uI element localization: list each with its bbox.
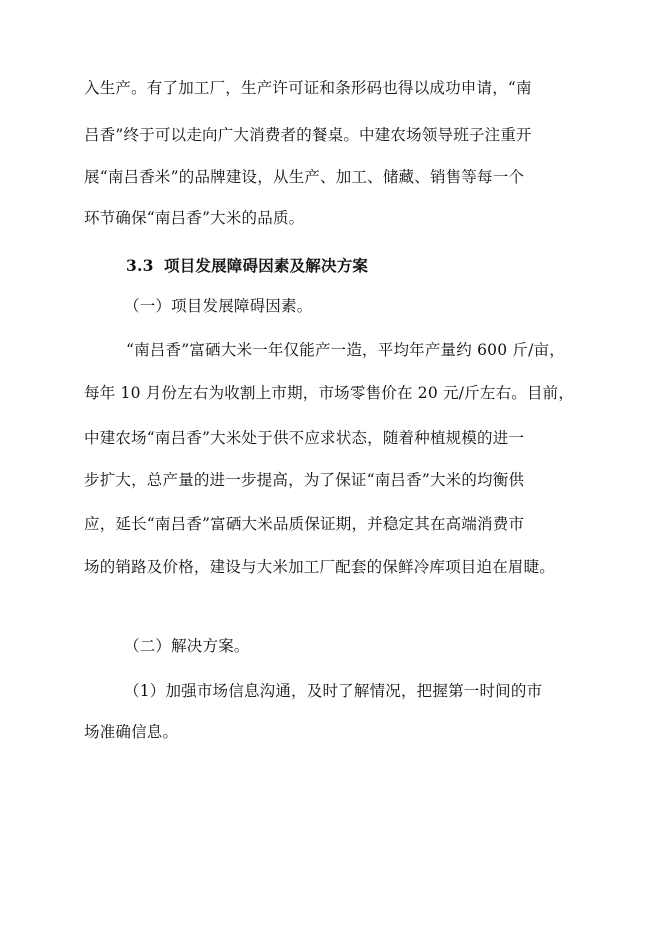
paragraph-2-line-4: 步扩大，总产量的进一步提高，为了保证“南吕香”大米的均衡供 — [84, 471, 525, 489]
paragraph-2-line-5: 应，延长“南吕香”富硒大米品质保证期，并稳定其在高端消费市 — [84, 515, 525, 533]
section-heading — [126, 256, 368, 276]
paragraph-1-line-2: 吕香”终于可以走向广大消费者的餐桌。中建农场领导班子注重开 — [84, 126, 532, 144]
paragraph-2-line-1: “南吕香”富硒大米一年仅能产一造，平均年产量约 600 斤/亩， — [126, 341, 565, 359]
subsection-1-title: （一）项目发展障碍因素。 — [124, 297, 313, 315]
paragraph-2-line-6: 场的销路及价格，建设与大米加工厂配套的保鲜冷库项目迫在眉睫。 — [84, 558, 556, 576]
paragraph-1-line-4: 环节确保“南吕香”大米的品质。 — [84, 209, 305, 227]
paragraph-3-line-2: 场准确信息。 — [84, 723, 179, 741]
section-number: 3.3 — [126, 256, 154, 275]
paragraph-3-line-1: （1）加强市场信息沟通，及时了解情况，把握第一时间的市 — [124, 682, 543, 700]
paragraph-2-line-2: 每年 10 月份左右为收割上市期，市场零售价在 20 元/斤左右。目前， — [84, 384, 575, 402]
paragraph-1-line-1: 入生产。有了加工厂，生产许可证和条形码也得以成功申请，“南 — [84, 79, 532, 97]
subsection-2-title: （二）解决方案。 — [124, 637, 250, 655]
paragraph-2-line-3: 中建农场“南吕香”大米处于供不应求状态，随着种植规模的进一 — [84, 429, 525, 447]
paragraph-1-line-3: 展“南吕香米”的品牌建设，从生产、加工、储藏、销售等每一个 — [84, 168, 525, 186]
section-title: 项目发展障碍因素及解决方案 — [164, 256, 369, 275]
